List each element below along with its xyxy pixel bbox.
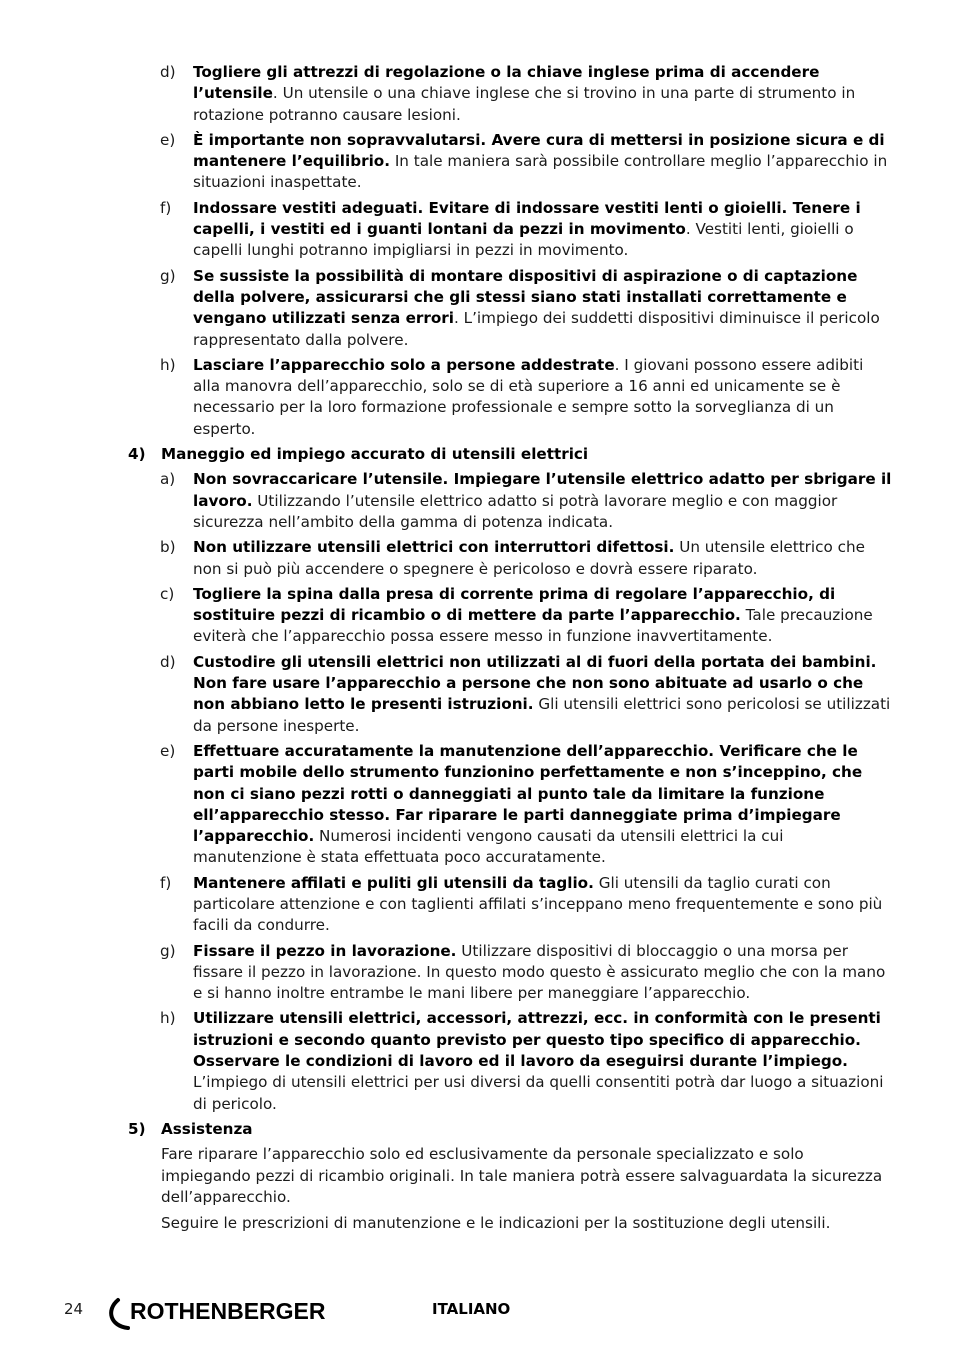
rothenberger-logo xyxy=(104,1296,354,1332)
item-bold-text: Indossare vestiti adeguati. Evitare di indossare vestiti lenti o gioielli. Tenere i capelli, i vestiti ed i guanti lontani da pezzi in movimento xyxy=(193,198,861,239)
item-bold-text: È importante non sopravvalutarsi. Avere cura di mettersi in posizione sicura e di mantenere l’equilibrio. xyxy=(193,130,885,171)
page-number: 24 xyxy=(64,1300,84,1318)
list-item xyxy=(0,355,954,440)
item-text: Utilizzare dispositivi di bloccaggio o una morsa per fissare il pezzo in lavorazione. In questo modo questo è assicurato meglio che con la mano e si hanno inoltre entrambe le mani libere per maneggiare l’apparecchio. xyxy=(193,941,886,1003)
section-title: Assistenza xyxy=(161,1119,253,1138)
item-label: g) xyxy=(160,941,176,960)
item-label: f) xyxy=(160,198,172,217)
item-bold-text: Custodire gli utensili elettrici non utilizzati al di fuori della portata dei bambini. Non fare usare l’apparecchio a persone che non sono abituate ad usarlo o che non abbiano letto le presenti istruzioni. xyxy=(193,652,877,714)
brand-name: ROTHENBERGER xyxy=(130,1298,326,1324)
list-item xyxy=(0,130,954,194)
item-text: Un utensile elettrico che non si può più accendere o spegnere è pericoloso e dovrà essere riparato. xyxy=(193,538,865,578)
section-4-heading xyxy=(0,444,954,465)
item-label: b) xyxy=(160,538,176,557)
section-number: 4) xyxy=(128,445,146,464)
list-item xyxy=(0,873,954,937)
list-item xyxy=(0,266,954,351)
item-label: e) xyxy=(160,130,176,149)
item-bold-text: Non sovraccaricare l’utensile. Impiegare l’utensile elettrico adatto per sbrigare il lavoro. xyxy=(193,470,892,510)
document-body xyxy=(0,62,954,1239)
item-text: Numerosi incidenti vengono causati da utensili elettrici la cui manutenzione è stata effettuata poco accuratamente. xyxy=(193,827,784,867)
item-bold-text: Effettuare accuratamente la manutenzione dell’apparecchio. Verificare che le parti mobile dello strumento funzionino perfettamente e non s’inceppino, che non ci siano pezzi rotti o danneggiati al punto tale da limitare la funzione ell’apparecchio stesso. Far riparare le parti danneggiate prima d’impiegare l’apparecchio. xyxy=(193,741,863,846)
item-text: Gli utensili elettrici sono pericolosi se utilizzati da persone inesperte. xyxy=(193,695,891,735)
list-item xyxy=(0,584,954,648)
item-bold-text: Lasciare l’apparecchio solo a persone addestrate xyxy=(193,355,615,374)
item-bold-text: Togliere gli attrezzi di regolazione o la chiave inglese prima di accendere l’utensile xyxy=(193,63,820,103)
safety-list-personal xyxy=(0,62,954,440)
list-item xyxy=(0,469,954,533)
item-bold-text: Fissare il pezzo in lavorazione. xyxy=(193,941,457,960)
item-label: h) xyxy=(160,1009,176,1028)
section-5-heading xyxy=(0,1119,954,1140)
item-label: f) xyxy=(160,873,172,892)
item-label: d) xyxy=(160,63,176,81)
list-item xyxy=(0,652,954,737)
item-bold-text: Utilizzare utensili elettrici, accessori, attrezzi, ecc. in conformità con le presenti istruzioni e secondo quanto previsto per questo tipo specifico di apparecchio. Osservare le condizioni di lavoro ed il lavoro da eseguirsi durante l’impiego. xyxy=(193,1009,881,1071)
item-label: a) xyxy=(160,470,176,489)
item-label: h) xyxy=(160,355,176,374)
list-item xyxy=(0,198,954,262)
item-text: Utilizzando l’utensile elettrico adatto si potrà lavorare meglio e con maggior sicurezza nell’ambito della gamma di potenza indicata. xyxy=(193,491,838,531)
list-item xyxy=(0,741,954,869)
item-text: L’impiego di utensili elettrici per usi diversi da quelli consentiti potrà dar luogo a situazioni di pericolo. xyxy=(193,1073,884,1113)
list-item xyxy=(0,1008,954,1114)
item-text: Tale precauzione eviterà che l’apparecchio possa essere messo in funzione inavvertitamente. xyxy=(193,606,873,646)
list-item xyxy=(0,941,954,1005)
list-item xyxy=(0,537,954,580)
item-text: . Un utensile o una chiave inglese che si trovino in una parte di strumento in rotazione potranno causare lesioni. xyxy=(193,84,856,124)
safety-list-tools xyxy=(0,469,954,1115)
item-bold-text: Non utilizzare utensili elettrici con interruttori difettosi. xyxy=(193,538,675,557)
item-text: In tale maniera sarà possibile controllare meglio l’apparecchio in situazioni inaspettate. xyxy=(193,152,888,192)
item-text: . I giovani possono essere adibiti alla manovra dell’apparecchio, solo se di età superiore a 16 anni ed unicamente se è necessario per la loro formazione professionale e sempre sotto la sorveglianza di un esperto. xyxy=(193,355,864,438)
item-bold-text: Mantenere affilati e puliti gli utensili da taglio. xyxy=(193,873,594,892)
page-footer xyxy=(0,1296,954,1336)
section-title: Maneggio ed impiego accurato di utensili elettrici xyxy=(161,445,589,464)
assistance-paragraph-2: Seguire le prescrizioni di manutenzione e le indicazioni per la sostituzione degli utensili. xyxy=(161,1214,831,1233)
item-label: d) xyxy=(160,652,176,671)
item-text: Gli utensili da taglio curati con particolare attenzione e con taglienti affilati s’inceppano meno frequentemente e sono più facili da condurre. xyxy=(193,873,883,935)
item-text: . L’impiego dei suddetti dispositivi diminuisce il pericolo rappresentato dalla polvere. xyxy=(193,309,880,349)
section-number: 5) xyxy=(128,1119,146,1138)
list-item xyxy=(0,62,954,126)
item-label: e) xyxy=(160,741,176,760)
item-text: . Vestiti lenti, gioielli o capelli lunghi potranno impigliarsi in pezzi in movimento. xyxy=(193,220,854,260)
item-label: c) xyxy=(160,584,175,603)
item-label: g) xyxy=(160,266,176,285)
language-label: ITALIANO xyxy=(432,1300,511,1318)
assistance-paragraph-1: Fare riparare l’apparecchio solo ed esclusivamente da personale specializzato e solo impiegando pezzi di ricambio originali. In tale maniera potrà essere salvaguardata la sicurezza dell’apparecchio. xyxy=(161,1145,883,1206)
item-bold-text: Togliere la spina dalla presa di corrente prima di regolare l’apparecchio, di sostituire pezzi di ricambio o di mettere da parte l’apparecchio. xyxy=(193,584,836,625)
item-bold-text: Se sussiste la possibilità di montare dispositivi di aspirazione o di captazione della polvere, assicurarsi che gli stessi siano stati installati correttamente e vengano utilizzati senza errori xyxy=(193,266,858,328)
